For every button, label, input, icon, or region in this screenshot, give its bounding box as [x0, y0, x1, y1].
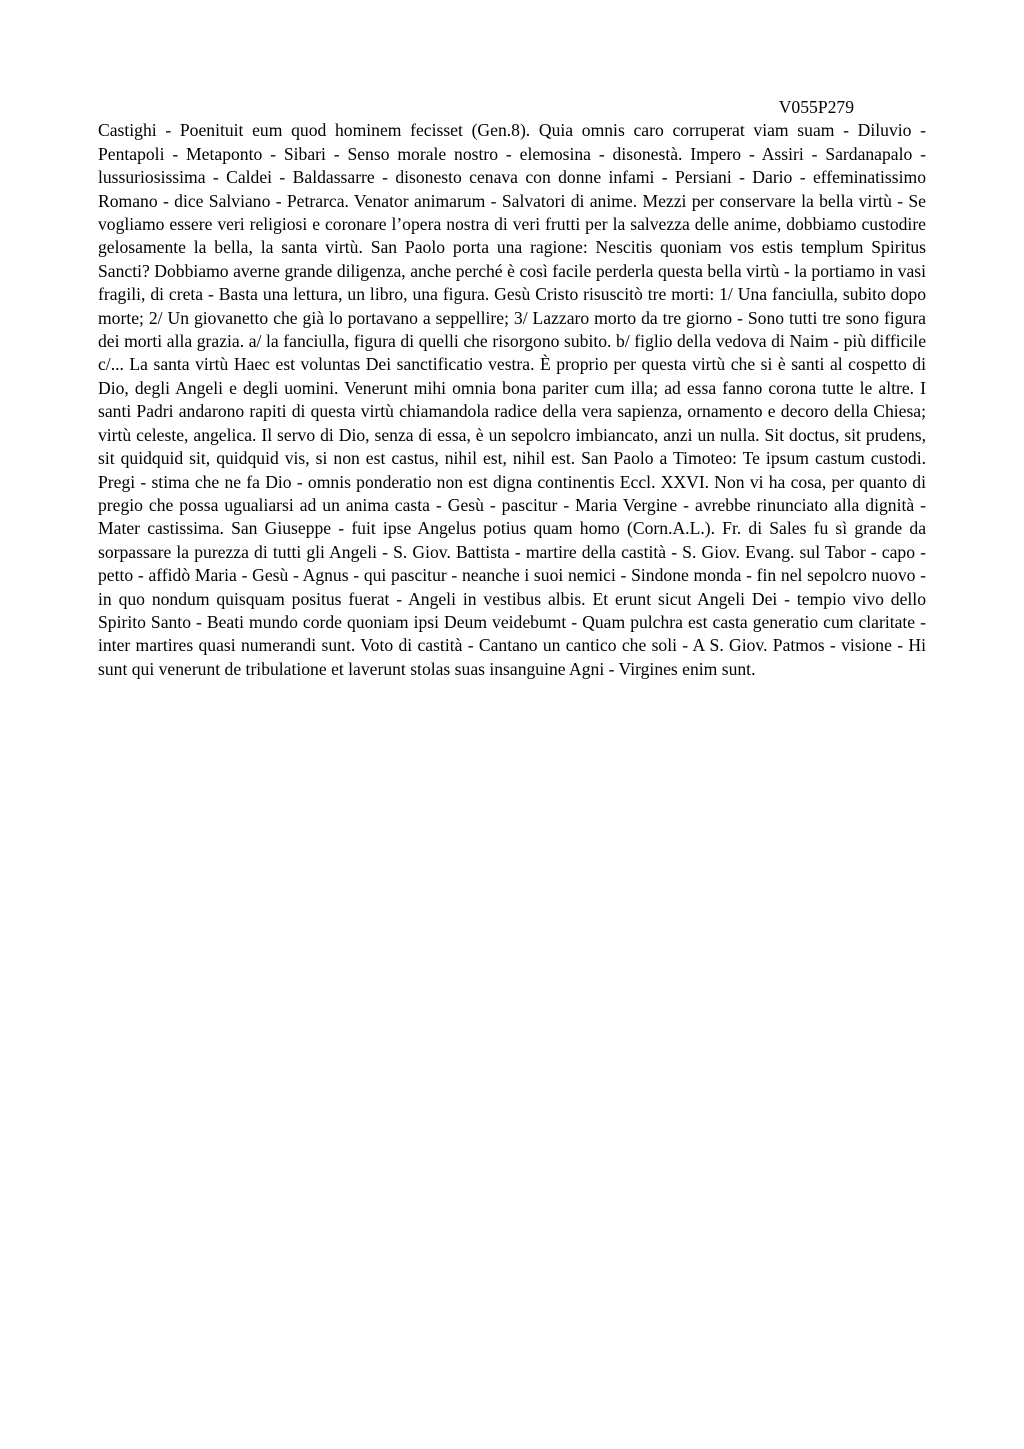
document-page — [98, 96, 926, 681]
body-paragraph: Castighi - Poenituit eum quod hominem fecisset (Gen.8). Quia omnis caro corruperat viam suam - Diluvio - Pentapoli - Metaponto - Sibari - Senso morale nostro - elemosina - disonestà. Impero - Assiri - Sardanapalo - lussuriosissima - Caldei - Baldassarre - disonesto cenava con donne infami - Persiani - Dario - effeminatissimo Romano - dice Salviano - Petrarca. Venator animarum - Salvatori di anime. Mezzi per conservare la bella virtù - Se vogliamo essere veri religiosi e coronare l’opera nostra di veri frutti per la salvezza delle anime, dobbiamo custodire gelosamente la bella, la santa virtù. San Paolo porta una ragione: Nescitis quoniam vos estis templum Spiritus Sancti? Dobbiamo averne grande diligenza, anche perché è così facile perderla questa bella virtù - la portiamo in vasi fragili, di creta - Basta una lettura, un libro, una figura. Gesù Cristo risuscitò tre morti: 1/ Una fanciulla, subito dopo morte; 2/ Un giovanetto che già lo portavano a seppellire; 3/ Lazzaro morto da tre giorno - Sono tutti tre sono figura dei morti alla grazia. a/ la fanciulla, figura di quelli che risorgono subito. b/ figlio della vedova di Naim - più difficile c/... La santa virtù Haec est voluntas Dei sanctificatio vestra. È proprio per questa virtù che si è santi al cospetto di Dio, degli Angeli e degli uomini. Venerunt mihi omnia bona pariter cum illa; ad essa fanno corona tutte le altre. I santi Padri andarono rapiti di questa virtù chiamandola radice della vera sapienza, ornamento e decoro della Chiesa; virtù celeste, angelica. Il servo di Dio, senza di essa, è un sepolcro imbiancato, anzi un nulla. Sit doctus, sit prudens, sit quidquid sit, quidquid vis, si non est castus, nihil est, nihil est. San Paolo a Timoteo: Te ipsum castum custodi. Pregi - stima che ne fa Dio - omnis ponderatio non est digna continentis Eccl. XXVI. Non vi ha cosa, per quanto di pregio che possa ugualiarsi ad un anima casta - Gesù - pascitur - Maria Vergine - avrebbe rinunciato alla dignità - Mater castissima. San Giuseppe - fuit ipse Angelus potius quam homo (Corn.A.L.). Fr. di Sales fu sì grande da sorpassare la purezza di tutti gli Angeli - S. Giov. Battista - martire della castità - S. Giov. Evang. sul Tabor - capo - petto - affidò Maria - Gesù - Agnus - qui pascitur - neanche i suoi nemici - Sindone monda - fin nel sepolcro nuovo - in quo nondum quisquam positus fuerat - Angeli in vestibus albis. Et erunt sicut Angeli Dei - tempio vivo dello Spirito Santo - Beati mundo corde quoniam ipsi Deum veidebumt - Quam pulchra est casta generatio cum claritate - inter martires quasi numerandi sunt. Voto di castità - Cantano un cantico che soli - A S. Giov. Patmos - visione - Hi sunt qui venerunt de tribulatione et laverunt stolas suas insanguine Agni - Virgines enim sunt. — [98, 120, 926, 679]
page-identifier: V055P279 — [778, 97, 854, 117]
